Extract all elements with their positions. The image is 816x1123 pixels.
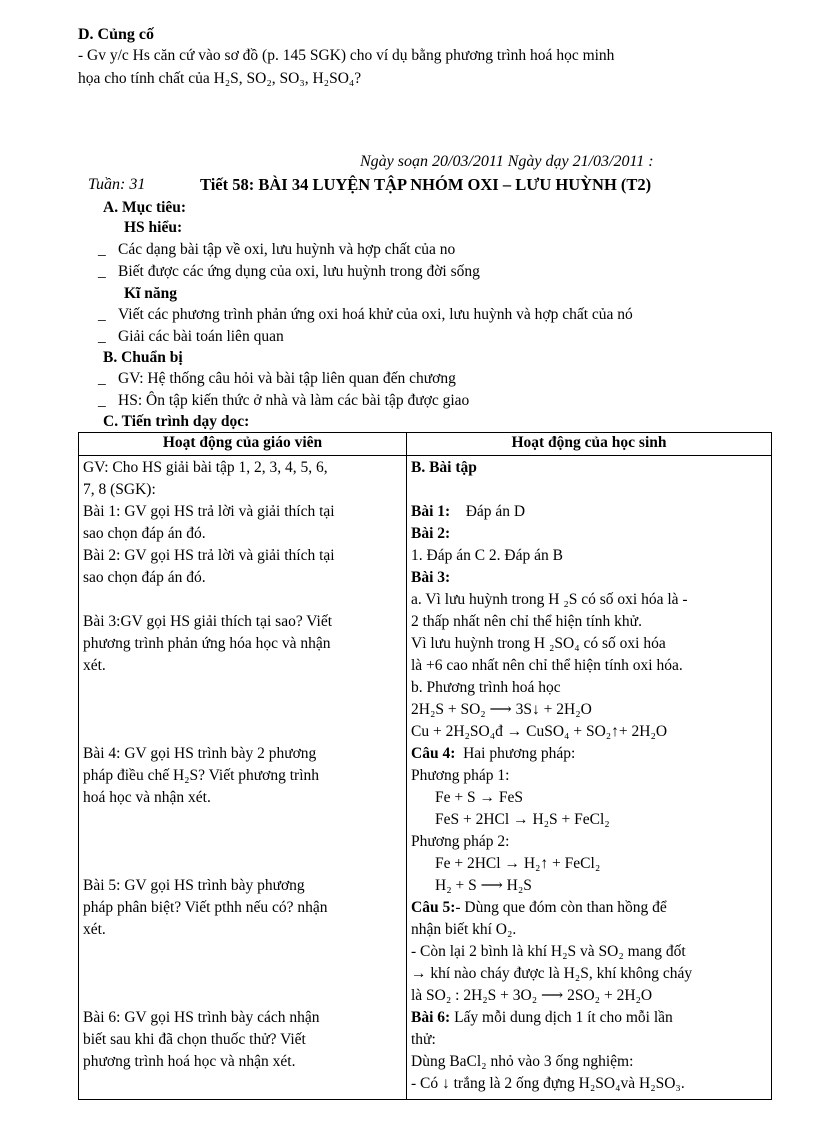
cau5-line: - Còn lại 2 bình là khí H₂S và SO₂ mang đốt — [411, 943, 686, 960]
bai3-line: 2 thấp nhất nên chỉ thể hiện tính khử. — [411, 613, 642, 630]
bai3-line: là +6 cao nhất nên chỉ thể hiện tính oxi hóa. — [411, 657, 683, 674]
consolidation-line-1: - Gv y/c Hs căn cứ vào sơ đồ (p. 145 SGK) cho ví dụ bằng phương trình hoá học minh — [78, 47, 615, 64]
week-label: Tuần: 31 — [88, 176, 146, 193]
cau5-line: Câu 5:- Dùng que đóm còn than hồng để — [411, 899, 667, 916]
equation: Cu + 2H₂SO₄đ → CuSO₄ + SO₂↑+ 2H₂O — [411, 723, 668, 740]
teacher-line: Bài 6: GV gọi HS trình bày cách nhận — [83, 1009, 320, 1026]
bai6-line: - Có ↓ trắng là 2 ống đựng H₂SO₄và H₂SO₃. — [411, 1075, 685, 1092]
teacher-line: hoá học và nhận xét. — [83, 789, 211, 806]
objectives-heading: A. Mục tiêu: — [103, 199, 187, 216]
cau5-line: → khí nào cháy được là H₂S, khí không cháy — [411, 965, 693, 982]
method-label: Phương pháp 1: — [411, 767, 510, 784]
teacher-line: pháp phân biệt? Viết pthh nếu có? nhận — [83, 899, 328, 916]
process-heading: C. Tiến trình dạy dọc: — [103, 413, 250, 430]
lesson-dates: Ngày soạn 20/03/2011 Ngày dạy 21/03/2011 : — [360, 153, 654, 170]
skills-heading: Kĩ năng — [124, 285, 177, 302]
bai1-line: Bài 1: Đáp án D — [411, 503, 526, 520]
teacher-line: xét. — [83, 921, 106, 938]
teacher-line: 7, 8 (SGK): — [83, 481, 156, 498]
equation: H₂ + S ⟶ H₂S — [435, 877, 532, 894]
student-column-header: Hoạt động của học sinh — [407, 433, 772, 456]
bai3-label: Bài 3: — [411, 569, 451, 586]
hs-hieu-heading: HS hiểu: — [124, 219, 183, 236]
teacher-line: xét. — [83, 657, 106, 674]
teacher-line: sao chọn đáp án đó. — [83, 569, 206, 586]
teacher-line: phương trình phản ứng hóa học và nhận — [83, 635, 331, 652]
bai3-line: a. Vì lưu huỳnh trong H ₂S có số oxi hóa là - — [411, 591, 688, 608]
teacher-line: phương trình hoá học và nhận xét. — [83, 1053, 296, 1070]
lesson-title: Tiết 58: BÀI 34 LUYỆN TẬP NHÓM OXI – LƯU HUỲNH (T2) — [200, 175, 652, 194]
preparation-heading: B. Chuẩn bị — [103, 349, 183, 366]
equation: FeS + 2HCl → H₂S + FeCl₂ — [435, 811, 610, 828]
bai3-line: b. Phương trình hoá học — [411, 679, 561, 696]
skills-item-2: _ Giải các bài toán liên quan — [98, 328, 284, 345]
teacher-line: Bài 2: GV gọi HS trả lời và giải thích tại — [83, 547, 335, 564]
skills-item-1: _ Viết các phương trình phản ứng oxi hoá khử của oxi, lưu huỳnh và hợp chất của nó — [98, 306, 633, 323]
consolidation-line-2: họa cho tính chất của H₂S, SO₂, SO₃, H₂SO₄? — [78, 70, 362, 87]
teacher-column-header: Hoạt động của giáo viên — [79, 433, 407, 456]
method-label: Phương pháp 2: — [411, 833, 510, 850]
knowledge-item-1: _ Các dạng bài tập về oxi, lưu huỳnh và hợp chất của no — [98, 241, 456, 258]
teacher-line: pháp điều chế H₂S? Viết phương trình — [83, 767, 320, 784]
consolidation-heading: D. Củng cố — [78, 26, 155, 43]
bai3-line: Vì lưu huỳnh trong H ₂SO₄ có số oxi hóa — [411, 635, 666, 652]
preparation-item-1: _ GV: Hệ thống câu hỏi và bài tập liên quan đến chương — [98, 370, 456, 387]
student-activities — [407, 456, 772, 1100]
bai6-line: Dùng BaCl₂ nhỏ vào 3 ống nghiệm: — [411, 1053, 634, 1070]
exercises-heading: B. Bài tập — [411, 459, 477, 476]
teacher-line: Bài 5: GV gọi HS trình bày phương — [83, 877, 305, 894]
teacher-line: Bài 4: GV gọi HS trình bày 2 phương — [83, 745, 317, 762]
cau4-line: Câu 4: Hai phương pháp: — [411, 745, 576, 762]
teacher-line: Bài 3:GV gọi HS giải thích tại sao? Viết — [83, 613, 333, 630]
bai2-label: Bài 2: — [411, 525, 451, 542]
teacher-line: Bài 1: GV gọi HS trả lời và giải thích tại — [83, 503, 335, 520]
knowledge-item-2: _ Biết được các ứng dụng của oxi, lưu huỳnh trong đời sống — [98, 263, 480, 280]
teacher-line: GV: Cho HS giải bài tập 1, 2, 3, 4, 5, 6, — [83, 459, 328, 476]
cau5-line: nhận biết khí O₂. — [411, 921, 517, 938]
activity-table — [78, 432, 772, 1100]
teacher-line: sao chọn đáp án đó. — [83, 525, 206, 542]
teacher-activities — [79, 456, 407, 1100]
teacher-line: biết sau khi đã chọn thuốc thử? Viết — [83, 1031, 306, 1048]
equation: Fe + S → FeS — [435, 789, 523, 806]
equation: Fe + 2HCl → H₂↑ + FeCl₂ — [435, 855, 601, 872]
equation: 2H₂S + SO₂ ⟶ 3S↓ + 2H₂O — [411, 701, 592, 718]
bai6-line: thử: — [411, 1031, 436, 1048]
bai2-answers: 1. Đáp án C 2. Đáp án B — [411, 547, 563, 564]
bai6-line: Bài 6: Lấy mỗi dung dịch 1 ít cho mỗi lần — [411, 1009, 673, 1026]
cau5-line: là SO₂ : 2H₂S + 3O₂ ⟶ 2SO₂ + 2H₂O — [411, 987, 653, 1004]
preparation-item-2: _ HS: Ôn tập kiến thức ở nhà và làm các bài tập được giao — [98, 392, 470, 409]
